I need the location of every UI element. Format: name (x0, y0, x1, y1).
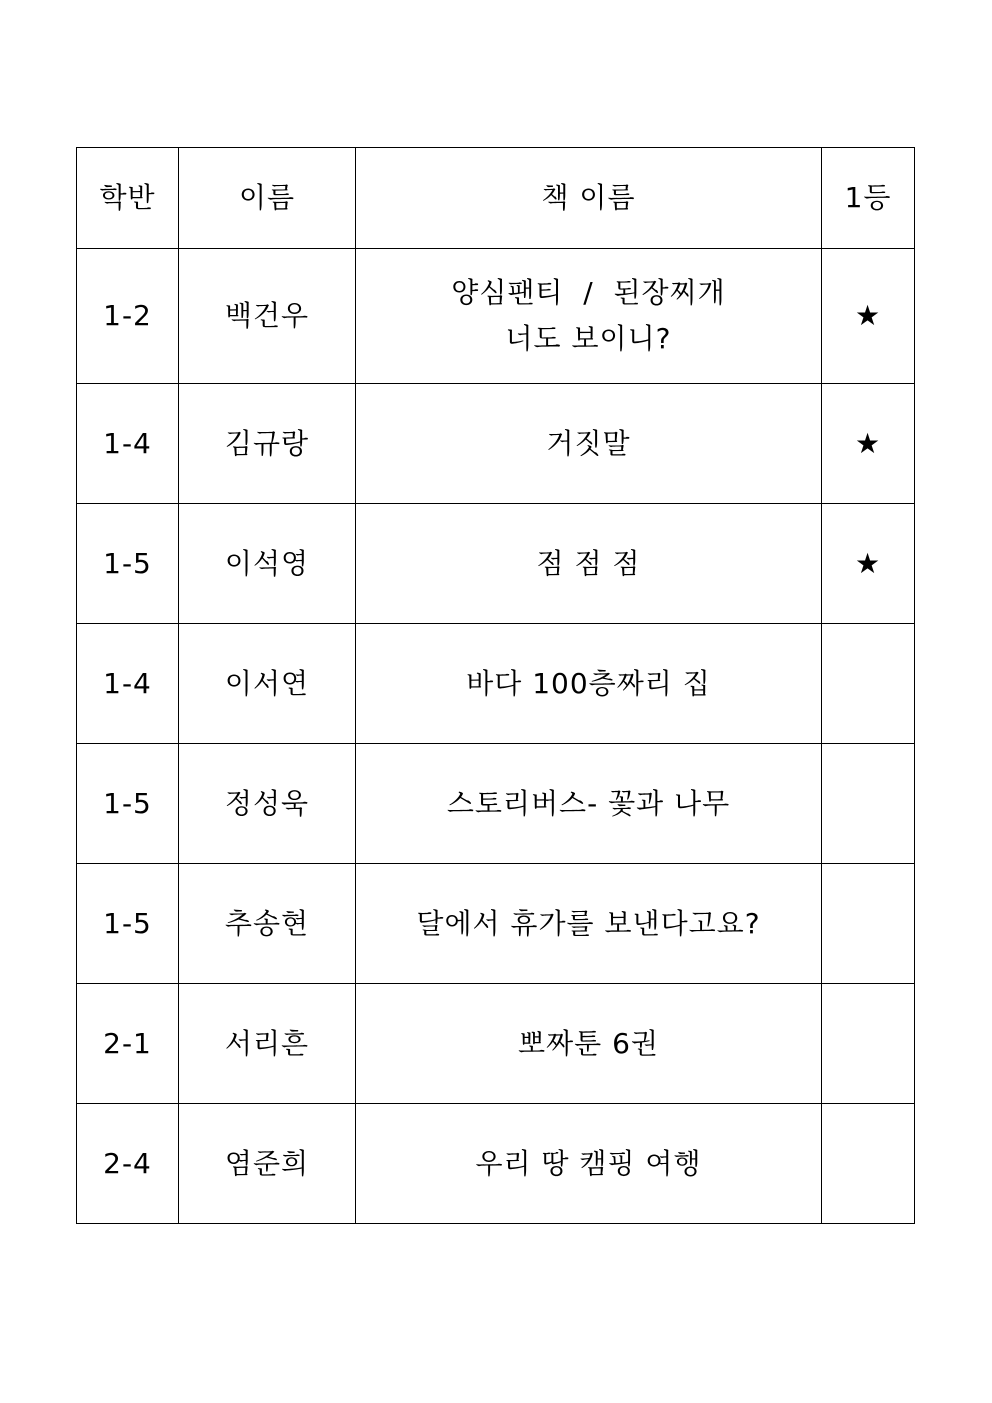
book-cell (356, 624, 822, 744)
header-row (77, 148, 915, 249)
name-cell: 추송현 (179, 864, 356, 984)
table-row (77, 249, 915, 384)
book-title-line: 점 점 점 (536, 546, 641, 580)
class-cell: 1-5 (77, 744, 179, 864)
header-name: 이름 (179, 148, 356, 249)
book-title-line: 거짓말 (546, 426, 631, 460)
name-cell: 김규랑 (179, 384, 356, 504)
name-cell: 백건우 (179, 249, 356, 384)
table-row (77, 504, 915, 624)
name-cell: 염준희 (179, 1104, 356, 1224)
book-title-line: 우리 땅 캠핑 여행 (475, 1146, 702, 1180)
book-title-line: 너도 보이니? (505, 322, 672, 355)
first-place-star-icon: ★ (822, 504, 915, 624)
book-cell (356, 249, 822, 384)
first-place-star-icon: ★ (822, 384, 915, 504)
header-book: 책 이름 (356, 148, 822, 249)
class-cell: 2-1 (77, 984, 179, 1104)
class-cell: 2-4 (77, 1104, 179, 1224)
first-place-cell (822, 984, 915, 1104)
table-row (77, 744, 915, 864)
header-first: 1등 (822, 148, 915, 249)
book-title-line: 달에서 휴가를 보낸다고요? (416, 906, 761, 940)
table-row (77, 864, 915, 984)
class-cell: 1-4 (77, 624, 179, 744)
table-row (77, 984, 915, 1104)
table-row (77, 384, 915, 504)
name-cell: 정성욱 (179, 744, 356, 864)
book-cell (356, 864, 822, 984)
name-cell: 이석영 (179, 504, 356, 624)
first-place-star-icon: ★ (822, 249, 915, 384)
first-place-cell (822, 744, 915, 864)
name-cell: 이서연 (179, 624, 356, 744)
header-class: 학반 (77, 148, 179, 249)
book-cell (356, 1104, 822, 1224)
table-row (77, 624, 915, 744)
book-title-line: 뽀짜툰 6권 (518, 1026, 659, 1060)
first-place-cell (822, 624, 915, 744)
book-cell (356, 504, 822, 624)
first-place-cell (822, 864, 915, 984)
book-cell (356, 384, 822, 504)
class-cell: 1-5 (77, 504, 179, 624)
class-cell: 1-4 (77, 384, 179, 504)
class-cell: 1-5 (77, 864, 179, 984)
name-cell: 서리흔 (179, 984, 356, 1104)
book-title-line: 스토리버스- 꽃과 나무 (446, 786, 731, 820)
book-cell (356, 744, 822, 864)
table-row (77, 1104, 915, 1224)
book-title-line: 바다 100층짜리 집 (466, 666, 711, 700)
book-cell (356, 984, 822, 1104)
first-place-cell (822, 1104, 915, 1224)
class-cell: 1-2 (77, 249, 179, 384)
reading-record-table (76, 147, 915, 1224)
book-title-line: 양심팬티 / 된장찌개 (451, 276, 726, 309)
